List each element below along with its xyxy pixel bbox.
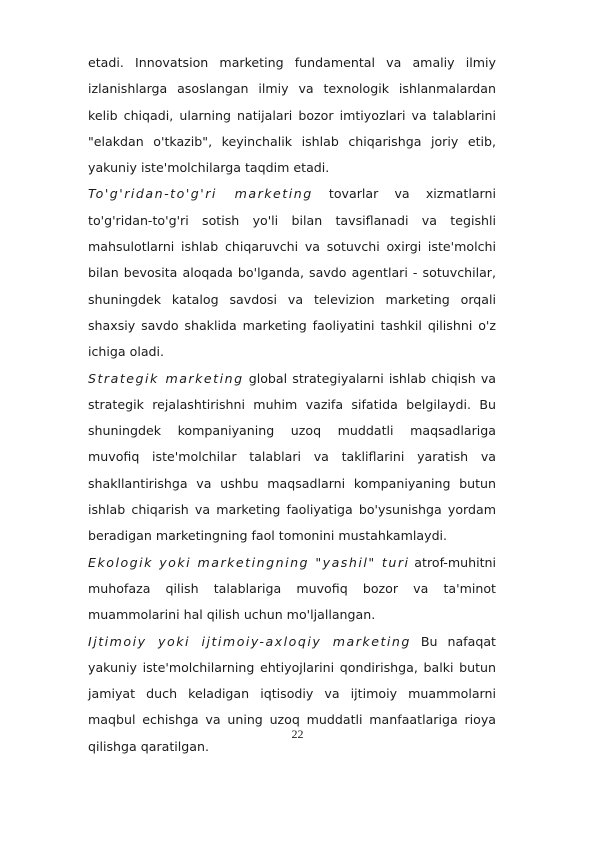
paragraph-strategic-marketing: [88, 366, 496, 550]
term-social-marketing: Ijtimoiy yoki ijtimoiy-axloqiy marketing: [88, 633, 411, 649]
term-green-marketing: Ekologik yoki marketingning "yashil" turi: [88, 554, 410, 570]
page-number: 22: [291, 727, 304, 741]
paragraph-green-marketing: [88, 550, 496, 629]
paragraph-innovative-marketing: [88, 50, 496, 181]
paragraph-text: tovarlar va xizmatlarni to'g'ridan-to'g'ri sotish yo'li bilan tavsiflanadi va tegishli mahsulotlarni ishlab chiqaruvchi va sotuvchi oxirgi iste'molchi bilan bevosita aloqada bo'lganda, savdo agentlari - sotuvchilar, shuningdek katalog savdosi va televizion marketing orqali shaxsiy savdo shaklida marketing faoliyatini tashkil qilishni o'z ichiga oladi.: [88, 186, 496, 360]
document-body: [88, 50, 496, 760]
paragraph-text: etadi. Innovatsion marketing fundamental va amaliy ilmiy izlanishlarga asoslangan ilmiy va texnologik ishlanmalardan kelib chiqadi, ularning natijalari bozor imtiyozlari va talablarini "elakdan o'tkazib", keyinchalik ishlab chiqarishga joriy etib, yakuniy iste'molchilarga taqdim etadi.: [88, 55, 496, 176]
paragraph-text: global strategiyalarni ishlab chiqish va strategik rejalashtirishni muhim vazifa sifatida belgilaydi. Bu shuningdek kompaniyaning uzoq muddatli maqsadlariga muvofiq iste'molchilar talablari va takliflarini yaratish va shakllantirishga va ushbu maqsadlarni kompaniyaning butun ishlab chiqarish va marketing faoliyatiga bo'ysunishga yordam beradigan marketingning faol tomonini mustahkamlaydi.: [88, 370, 497, 544]
paragraph-text: atrof-muhitni muhofaza qilish talablariga muvofiq bozor va ta'minot muammolarini hal qilish uchun mo'ljallangan.: [88, 554, 497, 623]
paragraph-direct-marketing: [88, 181, 496, 365]
paragraph-text: Bu nafaqat yakuniy iste'molchilarning ehtiyojlarini qondirishga, balki butun jamiyat duch keladigan iqtisodiy va ijtimoiy muammolarni maqbul echishga va uning uzoq muddatli manfaatlariga rioya qilishga qaratilgan.: [88, 633, 496, 754]
term-direct-marketing: To'g'ridan-to'g'ri marketing: [88, 186, 313, 202]
term-strategic-marketing: Strategik marketing: [88, 370, 244, 386]
